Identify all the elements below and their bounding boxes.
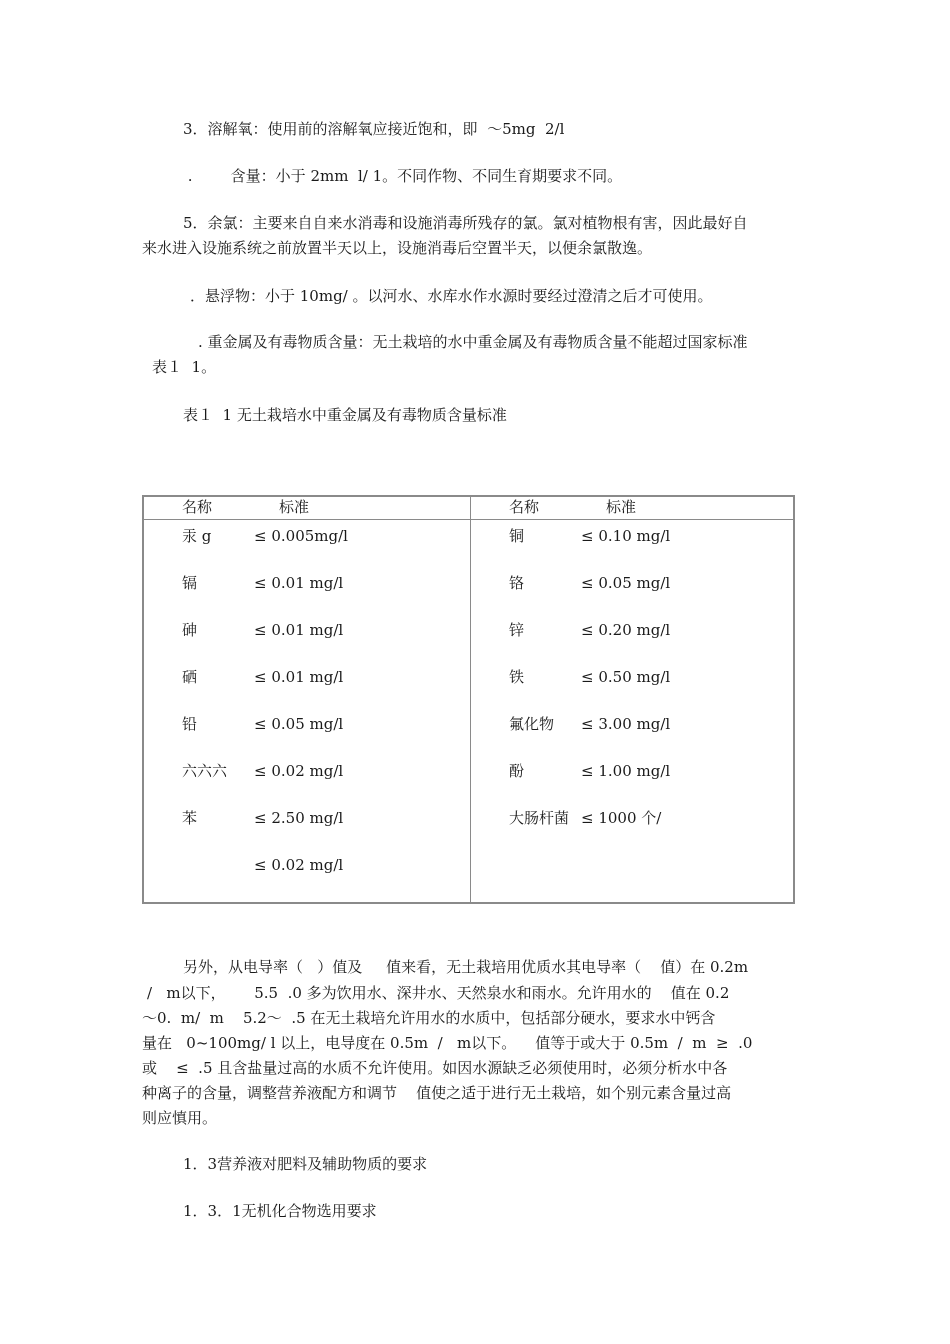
paragraph-residual-chlorine-line2: 来水进入设施系统之前放置半天以上，设施消毒后空置半天，以便余氯散逸。 (142, 239, 653, 257)
header-name-left: 名称 (182, 498, 213, 516)
substance-standard: ≤ 0.02 mg/l (254, 856, 344, 874)
table-row (471, 761, 793, 808)
table-row (471, 855, 793, 902)
table-row (144, 526, 470, 573)
substance-standard: ≤ 0.05 mg/l (581, 574, 671, 592)
substance-standard: ≤ 0.10 mg/l (581, 527, 671, 545)
paragraph-residual-chlorine-line1: 5．余氯：主要来自自来水消毒和设施消毒所残存的氯。氯对植物根有害，因此最好自 (183, 214, 748, 232)
paragraph-heavy-metals-line1: . 重金属及有毒物质含量：无土栽培的水中重金属及有毒物质含量不能超过国家标准 (198, 333, 748, 351)
substance-standard: ≤ 0.50 mg/l (581, 668, 671, 686)
table-row (144, 573, 470, 620)
substance-name: 酚 (509, 762, 525, 780)
table-row (471, 714, 793, 761)
substance-standard: ≤ 0.02 mg/l (254, 762, 344, 780)
table-row (471, 667, 793, 714)
substance-name: 铜 (509, 527, 525, 545)
table-row (144, 808, 470, 855)
substance-name: 铬 (509, 574, 525, 592)
section-heading-1-3-1: 1．3．1无机化合物选用要求 (183, 1202, 377, 1220)
substance-name: 大肠杆菌 (509, 809, 570, 827)
paragraph-conductivity-line6: 种离子的含量，调整营养液配方和调节 值使之适于进行无土栽培，如个别元素含量过高 (142, 1084, 732, 1102)
substance-standard: ≤ 0.005mg/l (254, 527, 348, 545)
paragraph-conductivity-line5: 或 ≤ .5 且含盐量过高的水质不允许使用。如因水源缺乏必须使用时，必须分析水中各 (142, 1059, 728, 1077)
header-standard-right: 标准 (606, 498, 637, 516)
table-row (471, 620, 793, 667)
header-standard-left: 标准 (279, 498, 310, 516)
substance-standard: ≤ 0.01 mg/l (254, 668, 344, 686)
substance-standard: ≤ 2.50 mg/l (254, 809, 344, 827)
substance-name: 铅 (182, 715, 198, 733)
paragraph-heavy-metals-line2: 表１ 1。 (152, 358, 217, 376)
substance-name: 镉 (182, 574, 198, 592)
table-left-column (144, 520, 470, 902)
substance-standard: ≤ 1000 个/ (581, 809, 662, 827)
substance-name: 氟化物 (509, 715, 555, 733)
substance-standard: ≤ 1.00 mg/l (581, 762, 671, 780)
substance-name: 砷 (182, 621, 198, 639)
paragraph-conductivity-line4: 量在 0~100mg/ l 以上，电导度在 0.5m / m以下。 值等于或大于 0.5m / m ≥ .0 (142, 1034, 753, 1052)
table-right-column (470, 520, 793, 902)
table-row (144, 761, 470, 808)
substance-standard: ≤ 0.20 mg/l (581, 621, 671, 639)
substance-name: 汞 g (182, 527, 212, 545)
header-name-right: 名称 (509, 498, 540, 516)
substance-name: 六六六 (182, 762, 228, 780)
substance-standard: ≤ 0.01 mg/l (254, 621, 344, 639)
paragraph-conductivity-line2: / m以下， 5.5 .0 多为饮用水、深井水、天然泉水和雨水。允许用水的 值在 0.2 (147, 984, 730, 1002)
paragraph-dissolved-oxygen: 3．溶解氧：使用前的溶解氧应接近饱和，即 ～5mg 2/l (183, 120, 565, 138)
paragraph-conductivity-line7: 则应慎用。 (142, 1109, 218, 1127)
table-row (471, 808, 793, 855)
table-body-row (144, 520, 793, 902)
table-caption: 表１ 1 无土栽培水中重金属及有毒物质含量标准 (183, 406, 507, 424)
paragraph-suspended-solids: ．悬浮物：小于 10mg/ 。以河水、水库水作水源时要经过澄清之后才可使用。 (190, 287, 713, 305)
substance-standard: ≤ 0.01 mg/l (254, 574, 344, 592)
table-header-right (470, 497, 793, 520)
table-row (144, 620, 470, 667)
table-row (144, 714, 470, 761)
table-row (144, 855, 470, 902)
substance-standard: ≤ 3.00 mg/l (581, 715, 671, 733)
table-header-left (144, 497, 470, 520)
table-row (471, 526, 793, 573)
substance-standard: ≤ 0.05 mg/l (254, 715, 344, 733)
table-row (144, 667, 470, 714)
paragraph-content: . 含量：小于 2mm l/ 1。不同作物、不同生育期要求不同。 (183, 167, 623, 185)
heavy-metal-standard-table (142, 495, 795, 904)
paragraph-conductivity-line3: ～0. m/ m 5.2～ .5 在无土栽培允许用水的水质中，包括部分硬水，要求水中钙含 (142, 1009, 716, 1027)
substance-name: 铁 (509, 668, 525, 686)
table-row (471, 573, 793, 620)
substance-name: 硒 (182, 668, 198, 686)
paragraph-conductivity-line1: 另外，从电导率（ ）值及 值来看，无土栽培用优质水其电导率（ 值）在 0.2m (183, 958, 749, 976)
section-heading-1-3: 1．3营养液对肥料及辅助物质的要求 (183, 1155, 428, 1173)
substance-name: 锌 (509, 621, 525, 639)
table-header-row (144, 497, 793, 520)
substance-name: 苯 (182, 809, 198, 827)
